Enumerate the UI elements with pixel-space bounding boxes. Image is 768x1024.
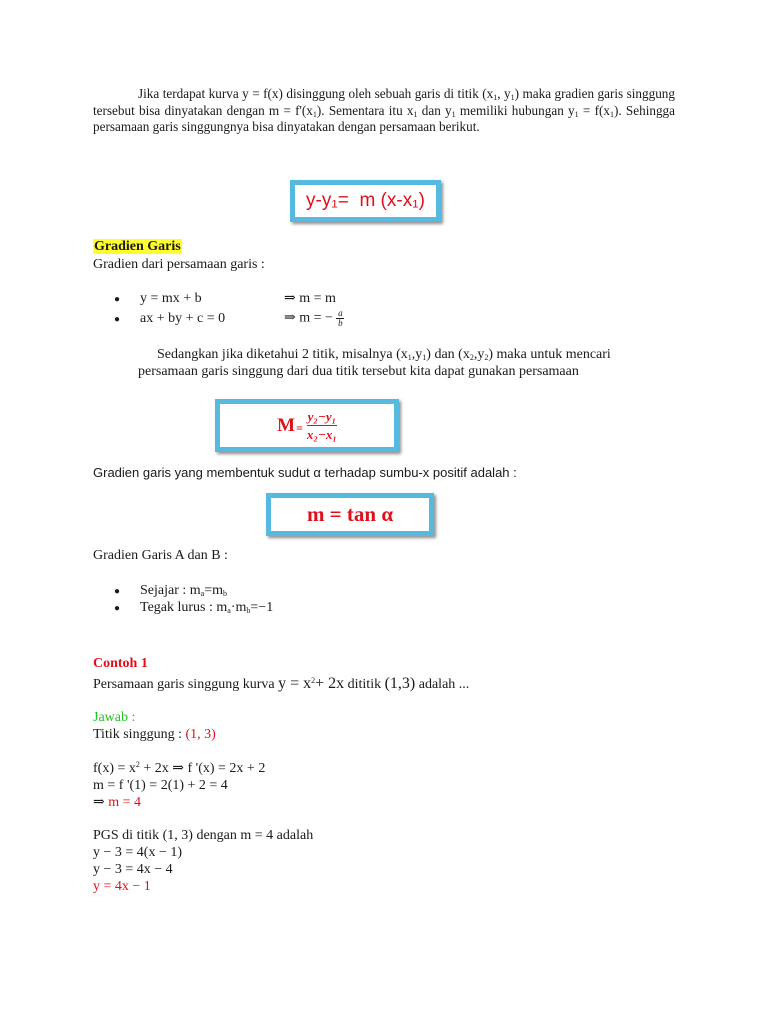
list-item: ● y = mx + b ⇒ m = m <box>114 291 336 306</box>
gradien-heading-line <box>93 238 182 255</box>
pgs-step-2: y − 3 = 4x − 4 <box>93 862 173 877</box>
angle-gradient-text: Gradien garis yang membentuk sudut α terhadap sumbu-x positif adalah : <box>93 465 517 480</box>
ab-section-title: Gradien Garis A dan B : <box>93 548 228 563</box>
pgs-step-1: y − 3 = 4(x − 1) <box>93 845 183 860</box>
list-item: ● Tegak lurus : $m_a\cdot m_b=-1$ <box>114 600 274 615</box>
intro-text-segment: Jika terdapat kurva y = f(x) disinggung oleh sebuah garis di titik (x <box>138 86 494 101</box>
intro-subscript: 1 <box>609 109 614 119</box>
slope-fraction: $\frac{\text{y₂−y₁}}{\text{x₂−x₁}}$ <box>306 409 337 442</box>
intro-subscript: 1 <box>510 93 515 102</box>
example-question: Persamaan garis singgung kurva $y = x^2+ 2x$ dititik (1,3) adalah ... <box>93 675 470 692</box>
intro-subscript: 1 <box>493 93 498 102</box>
bullet-icon: ● <box>114 294 121 305</box>
slope-step: m = f '(1) = 2(1) + 2 = 4 <box>93 778 228 793</box>
slope-two-points-formula-box <box>215 399 399 452</box>
pgs-result: y = 4x − 1 <box>93 879 151 894</box>
intro-subscript: 1 <box>574 109 579 119</box>
slope-two-points-formula: M = $\frac{\text{y₂−y₁}}{\text{x₂−x₁}}$ <box>277 409 337 442</box>
intro-text-segment: ) maka gradien garis singgung tersebut bisa dinyatakan dengan m = f'(x <box>93 86 675 118</box>
bullet-icon: ● <box>114 603 121 614</box>
example-heading: Contoh 1 <box>93 656 148 671</box>
answer-label: Jawab : <box>93 710 136 725</box>
intro-subscript: 1 <box>451 109 456 119</box>
intro-text-segment: dan y <box>417 102 452 118</box>
gradien-subtitle: Gradien dari persamaan garis : <box>93 257 265 272</box>
tangent-line-formula-box <box>290 180 441 222</box>
gradien-heading: Gradien Garis <box>94 239 181 254</box>
pgs-intro: PGS di titik (1, 3) dengan m = 4 adalah <box>93 828 314 843</box>
two-points-line-2: persamaan garis singgung dari dua titik tersebut kita dapat gunakan persamaan <box>138 364 579 379</box>
a-over-b-fraction: $\frac{a}{b}$ <box>338 308 343 328</box>
tangent-point-line: Titik singgung : (1, 3) <box>93 727 216 742</box>
slope-result: ⇒ m = 4 <box>93 795 142 810</box>
intro-text-segment: memiliki hubungan y <box>455 102 575 118</box>
bullet-icon: ● <box>114 313 121 325</box>
two-points-line-1: Sedangkan jika diketahui 2 titik, misalnya $(x_1,y_1)$ dan $(x_2,y_2)$ maka untuk mencari <box>157 347 611 362</box>
tan-alpha-formula: m = tan α <box>306 502 394 526</box>
bullet-icon: ● <box>114 586 121 597</box>
intro-paragraph <box>93 86 675 136</box>
intro-text-segment: ). Sehingga persamaan garis singgungnya bisa dinyatakan dengan persamaan berikut. <box>93 102 675 135</box>
intro-text-segment: = f(x <box>578 102 610 118</box>
intro-text-segment: ). Sementara itu x <box>316 102 414 118</box>
list-item: ● ax + by + c = 0 ⇒ m = − $\frac{a}{b}$ <box>114 308 343 328</box>
derivative-step: $f(x) = x^2 + 2x$ ⇒ f '(x) = 2x + 2 <box>93 760 266 776</box>
intro-subscript: 1 <box>413 109 418 119</box>
intro-subscript: 1 <box>312 109 317 119</box>
intro-text-segment: , y <box>497 86 511 101</box>
tangent-line-formula: y-y₁= m (x-x₁) <box>306 190 425 211</box>
list-item: ● Sejajar : $m_a=m_b$ <box>114 583 228 598</box>
tan-alpha-formula-box <box>266 493 434 536</box>
